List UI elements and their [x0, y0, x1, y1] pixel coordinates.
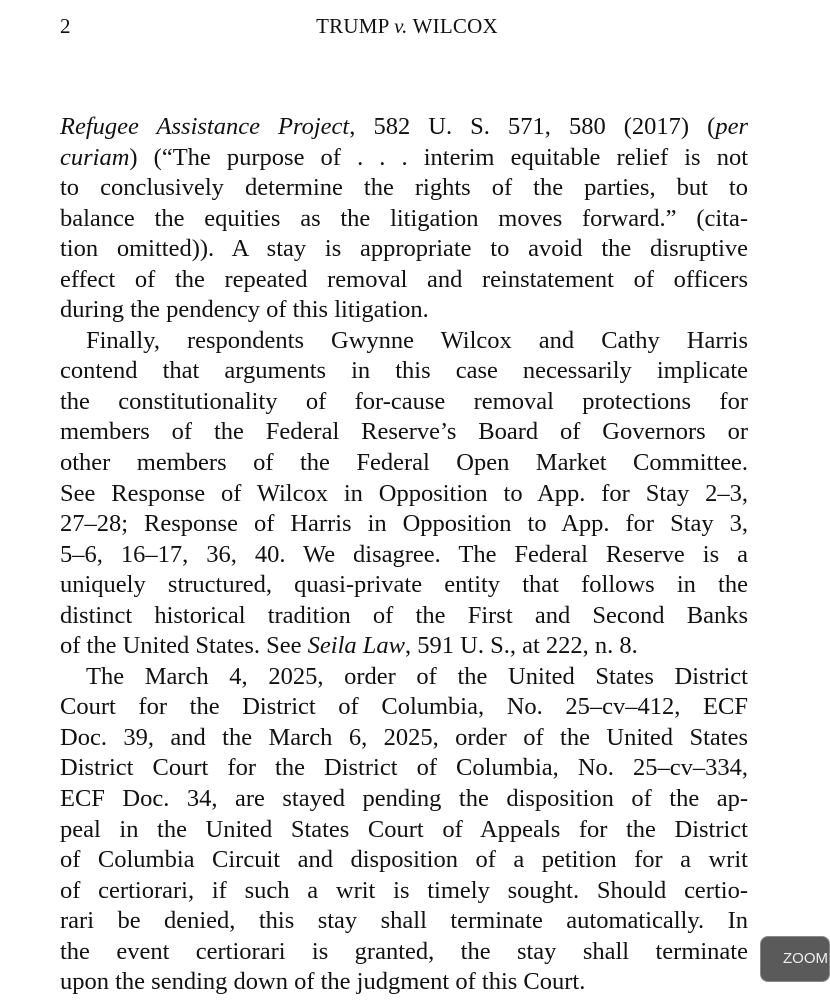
text-segment: other members of the Federal Open Market Committee. — [60, 449, 748, 477]
text-line — [60, 876, 748, 907]
text-segment: the constitutionality of for-cause removal protections for — [60, 387, 748, 415]
italic-text: Seila Law — [307, 632, 406, 660]
text-line — [60, 723, 748, 754]
text-segment: , 591 U. S., at 222, n. 8. — [405, 632, 638, 660]
text-segment: peal in the United States Court of Appeals for the District — [60, 815, 748, 843]
text-segment: , 582 U. S. 571, 580 (2017) ( — [349, 113, 716, 140]
text-segment: members of the Federal Reserve’s Board of Governors or — [60, 418, 748, 446]
text-line — [60, 967, 748, 998]
text-line — [60, 295, 748, 326]
text-segment: of the United States. See — [60, 632, 308, 660]
text-segment: during the pendency of this litigation. — [60, 296, 429, 324]
text-line — [60, 784, 748, 815]
text-segment: See Response of Wilcox in Opposition to App. for Stay 2–3, — [60, 479, 748, 507]
running-head-part2: WILCOX — [407, 14, 498, 38]
zoom-button[interactable]: ZOOM — [760, 936, 830, 982]
text-line — [60, 937, 748, 968]
text-segment: the event certiorari is granted, the stay shall terminate — [60, 937, 748, 965]
text-line — [60, 417, 748, 448]
text-segment: rari be denied, this stay shall terminate automatically. In — [60, 907, 748, 935]
text-line — [60, 906, 748, 937]
text-segment: uniquely structured, quasi-private entity that follows in the — [60, 571, 748, 599]
text-line — [60, 112, 748, 143]
text-segment: to conclusively determine the rights of the parties, but to — [60, 174, 748, 202]
text-segment: The March 4, 2025, order of the United States District — [86, 662, 748, 690]
text-line — [60, 356, 748, 387]
text-segment: of Columbia Circuit and disposition of a petition for a writ — [60, 846, 748, 874]
italic-text: per — [715, 113, 749, 140]
text-line — [60, 540, 748, 571]
text-line — [60, 509, 748, 540]
text-segment: upon the sending down of the judgment of this Court. — [60, 968, 586, 996]
text-line — [60, 326, 748, 357]
text-line — [60, 143, 748, 174]
text-line — [60, 662, 748, 693]
page-number: 2 — [60, 14, 71, 38]
text-segment: Doc. 39, and the March 6, 2025, order of the United States — [60, 723, 748, 751]
text-segment: tion omitted)). A stay is appropriate to avoid the disruptive — [60, 235, 748, 263]
text-line — [60, 387, 748, 418]
text-segment: District Court for the District of Columbia, No. 25–cv–334, — [60, 754, 748, 782]
text-line — [60, 265, 748, 296]
text-segment: 27–28; Response of Harris in Opposition to App. for Stay 3, — [60, 510, 748, 538]
text-line — [60, 815, 748, 846]
text-segment: ) (“The purpose of . . . interim equitable relief is not — [129, 143, 748, 171]
italic-text: Refugee Assistance Project — [60, 113, 350, 140]
text-segment: Court for the District of Columbia, No. 25–cv–412, ECF — [60, 693, 748, 721]
opinion-body-text — [60, 112, 748, 998]
text-segment: effect of the repeated removal and reinstatement of officers — [60, 265, 748, 293]
text-segment: balance the equities as the litigation moves forward.” (cita- — [60, 204, 748, 232]
text-segment: of certiorari, if such a writ is timely sought. Should certio- — [60, 876, 748, 904]
text-line — [60, 845, 748, 876]
text-line — [60, 448, 748, 479]
text-line — [60, 601, 748, 632]
text-line — [60, 631, 748, 662]
text-line — [60, 479, 748, 510]
italic-text: curiam — [60, 143, 130, 171]
text-line — [60, 204, 748, 235]
running-head-versus: v. — [394, 14, 408, 38]
running-head-part1: TRUMP — [316, 14, 395, 38]
text-line — [60, 570, 748, 601]
text-segment: ECF Doc. 34, are stayed pending the disposition of the ap- — [60, 785, 748, 813]
text-segment: contend that arguments in this case necessarily implicate — [60, 357, 748, 385]
text-line — [60, 692, 748, 723]
running-head — [0, 14, 814, 38]
text-line — [60, 234, 748, 265]
text-segment: distinct historical tradition of the First and Second Banks — [60, 601, 748, 629]
text-line — [60, 173, 748, 204]
text-segment: Finally, respondents Gwynne Wilcox and Cathy Harris — [86, 326, 748, 354]
text-segment: 5–6, 16–17, 36, 40. We disagree. The Federal Reserve is a — [60, 540, 748, 568]
text-line — [60, 753, 748, 784]
